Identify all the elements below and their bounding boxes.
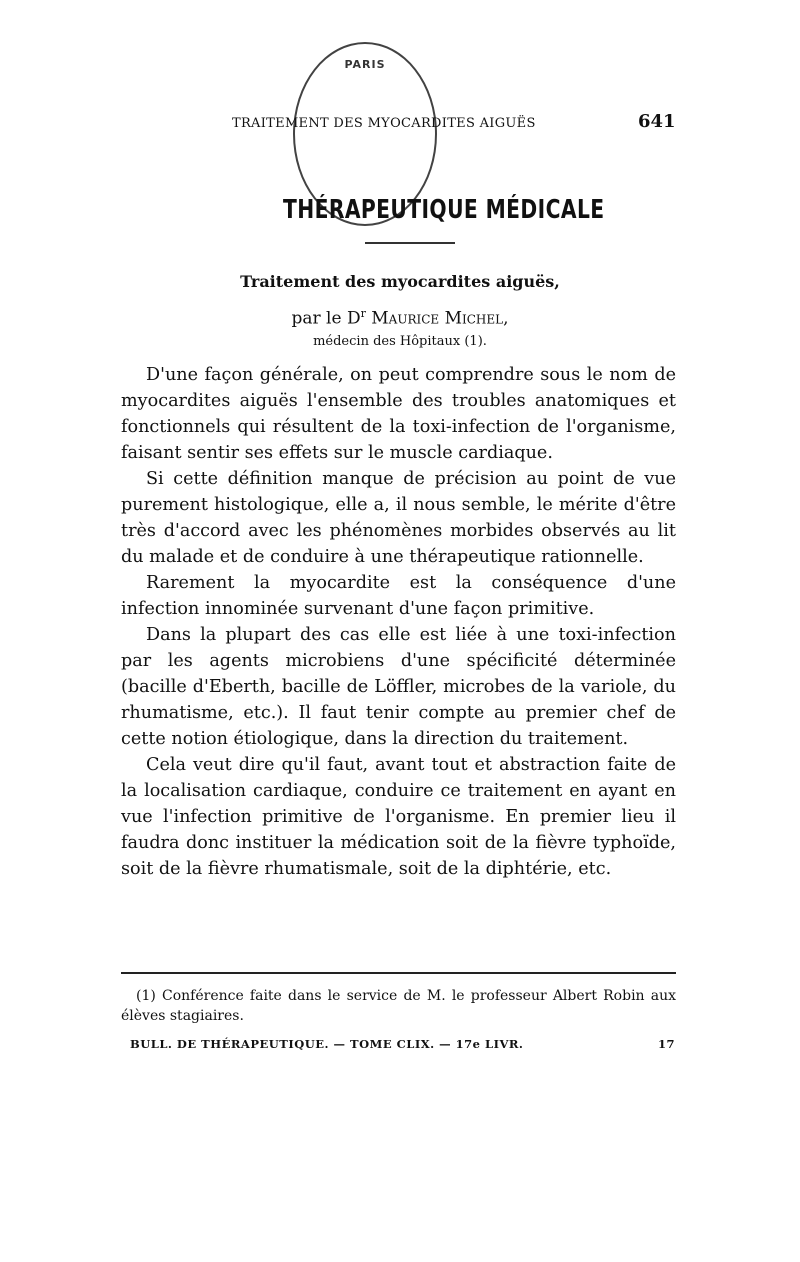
byline-sup: r <box>360 307 366 320</box>
paragraph: D'une façon générale, on peut comprendre sous le nom de myocardites aiguës l'ensemble des troubles anatomiques et fonctionnels qui résultent de la toxi-infection de l'organisme, faisant sentir ses effets sur le muscle cardiaque. <box>121 365 676 463</box>
section-title: THÉRAPEUTIQUE MÉDICALE <box>283 195 605 225</box>
paragraph: Si cette définition manque de précision au point de vue purement histologique, elle a, il nous semble, le mérite d'être très d'accord avec les phénomènes morbides observés au lit du malade et de conduire à une thérapeutique rationnelle. <box>121 469 676 567</box>
signature-number: 17 <box>657 1037 675 1051</box>
signature-line <box>130 1037 675 1051</box>
title-rule <box>365 242 455 244</box>
paragraph: Cela veut dire qu'il faut, avant tout et abstraction faite de la localisation cardiaque, conduire ce traitement en ayant en vue l'infection primitive de l'organisme. En premier lieu il faudra donc instituer la médication soit de la fièvre typhoïde, soit de la fièvre rhumatismale, soit de la diphtérie, etc. <box>121 755 676 879</box>
byline <box>0 307 800 329</box>
article-title: Traitement des myocardites aiguës, <box>240 272 560 291</box>
paragraph: Rarement la myocardite est la conséquence d'une infection innominée survenant d'une façon primitive. <box>121 573 676 619</box>
footnote: (1) Conférence faite dans le service de M. le professeur Albert Robin aux élèves stagiaires. <box>121 988 676 1024</box>
article-body <box>121 362 676 882</box>
byline-prefix: par le D <box>291 308 361 329</box>
signature-text: BULL. DE THÉRAPEUTIQUE. — TOME CLIX. — 17e LIVR. <box>130 1037 524 1051</box>
page-number: 641 <box>638 111 676 132</box>
author-name: Maurice Michel, <box>371 308 509 329</box>
footnote-rule <box>121 972 676 974</box>
author-affiliation: médecin des Hôpitaux (1). <box>313 334 487 349</box>
paragraph: Dans la plupart des cas elle est liée à une toxi-infection par les agents microbiens d'une spécificité déterminée (bacille d'Eberth, bacille de Löffler, microbes de la variole, du rhumatisme, etc.). Il faut tenir compte au premier chef de cette notion étiologique, dans la direction du traitement. <box>121 625 676 749</box>
running-head: TRAITEMENT DES MYOCARDITES AIGUËS <box>232 116 536 131</box>
stamp-text: PARIS <box>344 58 386 71</box>
